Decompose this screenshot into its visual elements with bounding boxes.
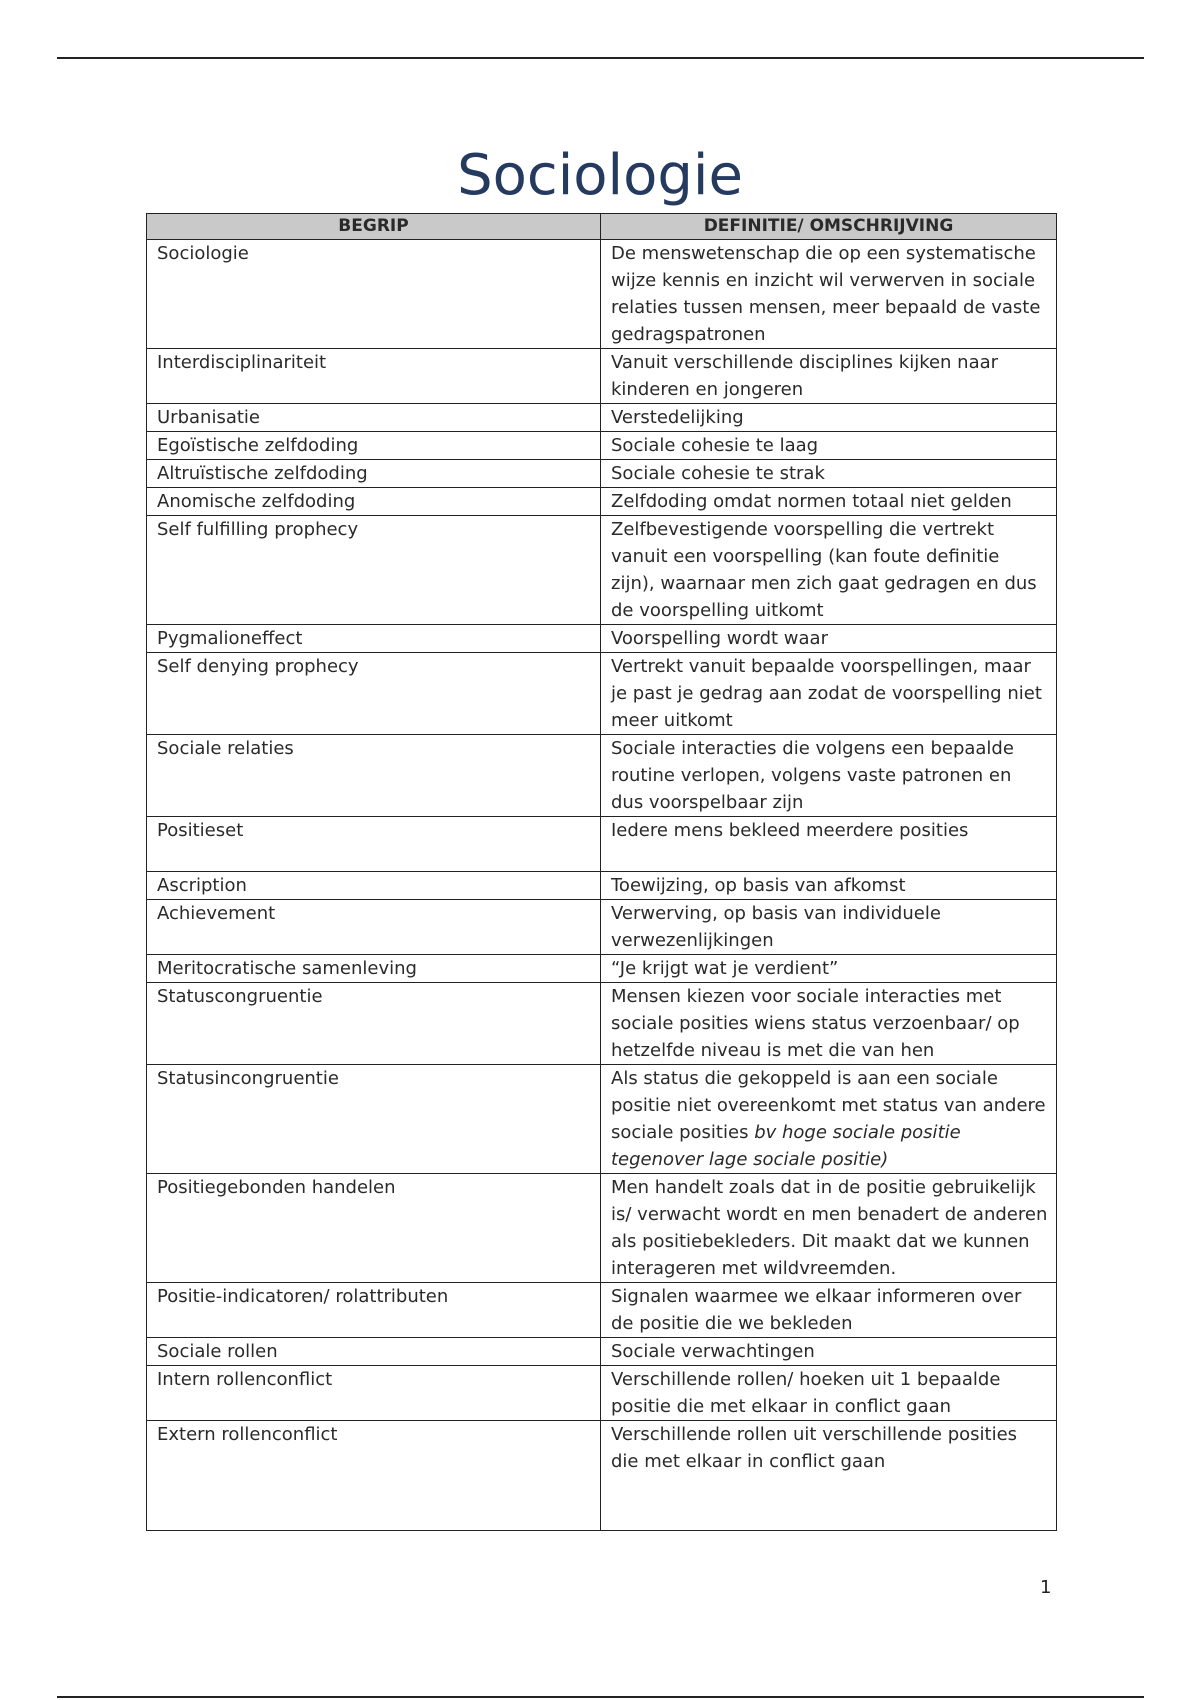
- term-cell: Self fulfilling prophecy: [147, 516, 601, 625]
- definition-cell: Zelfdoding omdat normen totaal niet gelden: [601, 488, 1057, 516]
- header-rule: [57, 57, 1144, 59]
- term-cell: Statuscongruentie: [147, 983, 601, 1065]
- table-row: [147, 1338, 1057, 1366]
- definition-cell: Verschillende rollen/ hoeken uit 1 bepaalde positie die met elkaar in conflict gaan: [601, 1366, 1057, 1421]
- term-cell: Interdisciplinariteit: [147, 349, 601, 404]
- definition-cell: De menswetenschap die op een systematische wijze kennis en inzicht wil verwerven in sociale relaties tussen mensen, meer bepaald de vaste gedragspatronen: [601, 240, 1057, 349]
- table-row: [147, 1174, 1057, 1283]
- term-cell: Positieset: [147, 817, 601, 872]
- table-row: [147, 900, 1057, 955]
- table-row: [147, 1283, 1057, 1338]
- term-cell: Meritocratische samenleving: [147, 955, 601, 983]
- term-cell: Positiegebonden handelen: [147, 1174, 601, 1283]
- definition-cell: Zelfbevestigende voorspelling die vertrekt vanuit een voorspelling (kan foute definitie zijn), waarnaar men zich gaat gedragen en dus de voorspelling uitkomt: [601, 516, 1057, 625]
- term-cell: Sociale relaties: [147, 735, 601, 817]
- term-cell: Anomische zelfdoding: [147, 488, 601, 516]
- definition-cell: [601, 1065, 1057, 1174]
- table-row: [147, 872, 1057, 900]
- term-cell: Sociale rollen: [147, 1338, 601, 1366]
- term-cell: Extern rollenconflict: [147, 1421, 601, 1531]
- page-number: 1: [1040, 1577, 1052, 1598]
- table-row: [147, 653, 1057, 735]
- term-cell: Sociologie: [147, 240, 601, 349]
- header-term: BEGRIP: [147, 214, 601, 240]
- term-cell: Egoïstische zelfdoding: [147, 432, 601, 460]
- definition-cell: Signalen waarmee we elkaar informeren over de positie die we bekleden: [601, 1283, 1057, 1338]
- terms-table: [146, 213, 1057, 1531]
- table-row: [147, 1421, 1057, 1531]
- table-row: [147, 404, 1057, 432]
- term-cell: Pygmalioneffect: [147, 625, 601, 653]
- term-cell: Statusincongruentie: [147, 1065, 601, 1174]
- definition-cell: Verstedelijking: [601, 404, 1057, 432]
- definition-cell: Verwerving, op basis van individuele verwezenlijkingen: [601, 900, 1057, 955]
- definition-text: Als status die gekoppeld is aan een sociale positie niet overeenkomt met status van andere sociale posities: [611, 1068, 1046, 1143]
- table-row: [147, 516, 1057, 625]
- table-row: [147, 1366, 1057, 1421]
- definition-cell: Voorspelling wordt waar: [601, 625, 1057, 653]
- table-row: [147, 735, 1057, 817]
- definition-cell: Sociale cohesie te strak: [601, 460, 1057, 488]
- definition-cell: Men handelt zoals dat in de positie gebruikelijk is/ verwacht wordt en men benadert de anderen als positiebekleders. Dit maakt dat we kunnen interageren met wildvreemden.: [601, 1174, 1057, 1283]
- term-cell: Positie-indicatoren/ rolattributen: [147, 1283, 601, 1338]
- table-row: [147, 488, 1057, 516]
- table-row: [147, 983, 1057, 1065]
- term-cell: Altruïstische zelfdoding: [147, 460, 601, 488]
- table-header-row: [147, 214, 1057, 240]
- term-cell: Self denying prophecy: [147, 653, 601, 735]
- definition-cell: Sociale interacties die volgens een bepaalde routine verlopen, volgens vaste patronen en dus voorspelbaar zijn: [601, 735, 1057, 817]
- term-cell: Intern rollenconflict: [147, 1366, 601, 1421]
- table-row: [147, 460, 1057, 488]
- definition-cell: Mensen kiezen voor sociale interacties met sociale posities wiens status verzoenbaar/ op hetzelfde niveau is met die van hen: [601, 983, 1057, 1065]
- table-row: [147, 240, 1057, 349]
- table-row: [147, 955, 1057, 983]
- page-title: Sociologie: [457, 143, 743, 208]
- definition-cell: Vertrekt vanuit bepaalde voorspellingen, maar je past je gedrag aan zodat de voorspelling niet meer uitkomt: [601, 653, 1057, 735]
- definition-cell: “Je krijgt wat je verdient”: [601, 955, 1057, 983]
- definition-cell: Toewijzing, op basis van afkomst: [601, 872, 1057, 900]
- table-row: [147, 432, 1057, 460]
- header-definition: DEFINITIE/ OMSCHRIJVING: [601, 214, 1057, 240]
- table-row: [147, 349, 1057, 404]
- definition-example: bv hoge sociale positie tegenover lage sociale positie): [611, 1122, 961, 1170]
- definition-cell: Iedere mens bekleed meerdere posities: [601, 817, 1057, 872]
- footer-rule: [57, 1696, 1144, 1698]
- definition-cell: Sociale cohesie te laag: [601, 432, 1057, 460]
- definition-cell: Verschillende rollen uit verschillende posities die met elkaar in conflict gaan: [601, 1421, 1057, 1531]
- term-cell: Achievement: [147, 900, 601, 955]
- table-row: [147, 817, 1057, 872]
- definition-cell: Sociale verwachtingen: [601, 1338, 1057, 1366]
- term-cell: Urbanisatie: [147, 404, 601, 432]
- table-row: [147, 1065, 1057, 1174]
- term-cell: Ascription: [147, 872, 601, 900]
- table-row: [147, 625, 1057, 653]
- definition-cell: Vanuit verschillende disciplines kijken naar kinderen en jongeren: [601, 349, 1057, 404]
